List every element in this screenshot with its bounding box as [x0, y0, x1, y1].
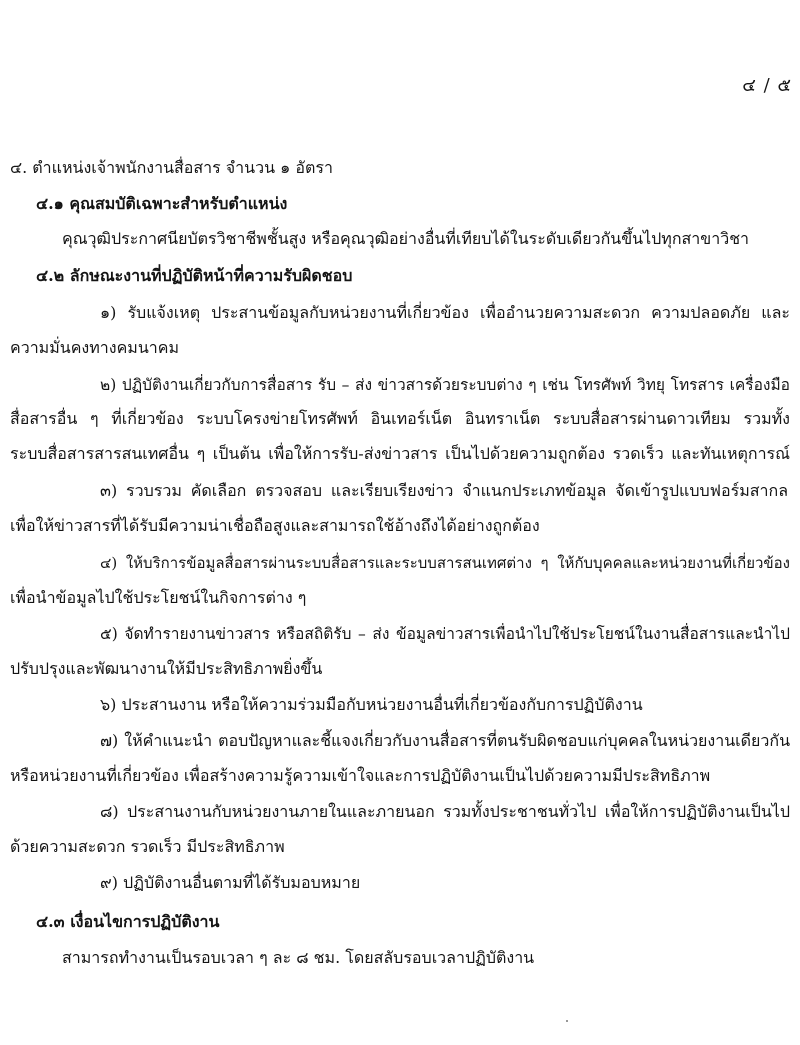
subsection-4-3-heading: ๔.๓ เงื่อนไขการปฏิบัติงาน: [36, 912, 220, 931]
duty-2-line-3: ระบบสื่อสารสารสนเทศอื่น ๆ เป็นต้น เพื่อให้การรับ-ส่งข่าวสาร เป็นไปด้วยความถูกต้อง รวดเร็ว และทันเหตุการณ์: [10, 444, 790, 463]
subsection-4-3-text: สามารถทำงานเป็นรอบเวลา ๆ ละ ๘ ชม. โดยสลับรอบเวลาปฏิบัติงาน: [62, 948, 535, 967]
subsection-4-2-heading: ๔.๒ ลักษณะงานที่ปฏิบัติหน้าที่ความรับผิดชอบ: [36, 266, 353, 285]
duty-4-line-1: ๔) ให้บริการข้อมูลสื่อสารผ่านระบบสื่อสารและระบบสารสนเทศต่าง ๆ ให้กับบุคคลและหน่วยงานที่เกี่ยวข้อง: [100, 554, 790, 572]
subsection-4-1-heading: ๔.๑ คุณสมบัติเฉพาะสำหรับตำแหน่ง: [36, 194, 288, 213]
duty-8-line-2: ด้วยความสะดวก รวดเร็ว มีประสิทธิภาพ: [10, 837, 285, 856]
duty-2-line-1: ๒) ปฏิบัติงานเกี่ยวกับการสื่อสาร รับ – ส่ง ข่าวสารด้วยระบบต่าง ๆ เช่น โทรศัพท์ วิทยุ โทรสาร เครื่องมือ: [100, 376, 790, 394]
duty-6-line-1: ๖) ประสานงาน หรือให้ความร่วมมือกับหน่วยงานอื่นที่เกี่ยวข้องกับการปฏิบัติงาน: [100, 695, 643, 714]
page-number: ๔ / ๕: [742, 75, 792, 96]
section-heading: ๔. ตำแหน่งเจ้าพนักงานสื่อสาร จำนวน ๑ อัตรา: [10, 158, 333, 177]
duty-3-line-2: เพื่อให้ข่าวสารที่ได้รับมีความน่าเชื่อถือสูงและสามารถใช้อ้างถึงได้อย่างถูกต้อง: [10, 516, 540, 535]
scan-speck: [566, 1020, 568, 1022]
duty-8-line-1: ๘) ประสานงานกับหน่วยงานภายในและภายนอก รวมทั้งประชาชนทั่วไป เพื่อให้การปฏิบัติงานเป็นไป: [100, 802, 790, 821]
duty-5-line-1: ๕) จัดทำรายงานข่าวสาร หรือสถิติรับ – ส่ง ข้อมูลข่าวสารเพื่อนำไปใช้ประโยชน์ในงานสื่อสารและนำไป: [100, 625, 790, 643]
duty-3-line-1: ๓) รวบรวม คัดเลือก ตรวจสอบ และเรียบเรียงข่าว จำแนกประเภทข้อมูล จัดเข้ารูปแบบฟอร์มสากล: [100, 481, 788, 500]
duty-7-line-1: ๗) ให้คำแนะนำ ตอบปัญหาและชี้แจงเกี่ยวกับงานสื่อสารที่ตนรับผิดชอบแก่บุคคลในหน่วยงานเดียวกัน: [100, 731, 790, 750]
duty-7-line-2: หรือหน่วยงานที่เกี่ยวข้อง เพื่อสร้างความรู้ความเข้าใจและการปฏิบัติงานเป็นไปด้วยความมีประสิทธิภาพ: [10, 766, 711, 785]
duty-2-line-2: สื่อสารอื่น ๆ ที่เกี่ยวข้อง ระบบโครงข่ายโทรศัพท์ อินเทอร์เน็ต อินทราเน็ต ระบบสื่อสารผ่านดาวเทียม รวมทั้ง: [10, 409, 790, 428]
duty-4-line-2: เพื่อนำข้อมูลไปใช้ประโยชน์ในกิจการต่าง ๆ: [10, 588, 307, 607]
duty-1-line-2: ความมั่นคงทางคมนาคม: [10, 338, 179, 357]
duty-1-line-1: ๑) รับแจ้งเหตุ ประสานข้อมูลกับหน่วยงานที่เกี่ยวข้อง เพื่ออำนวยความสะดวก ความปลอดภัย และ: [100, 303, 790, 322]
subsection-4-1-text: คุณวุฒิประกาศนียบัตรวิชาชีพชั้นสูง หรือคุณวุฒิอย่างอื่นที่เทียบได้ในระดับเดียวกันขึ้นไปทุกสาขาวิชา: [62, 229, 750, 248]
duty-9-line-1: ๙) ปฏิบัติงานอื่นตามที่ได้รับมอบหมาย: [100, 873, 361, 892]
duty-5-line-2: ปรับปรุงและพัฒนางานให้มีประสิทธิภาพยิ่งขึ้น: [10, 659, 323, 678]
